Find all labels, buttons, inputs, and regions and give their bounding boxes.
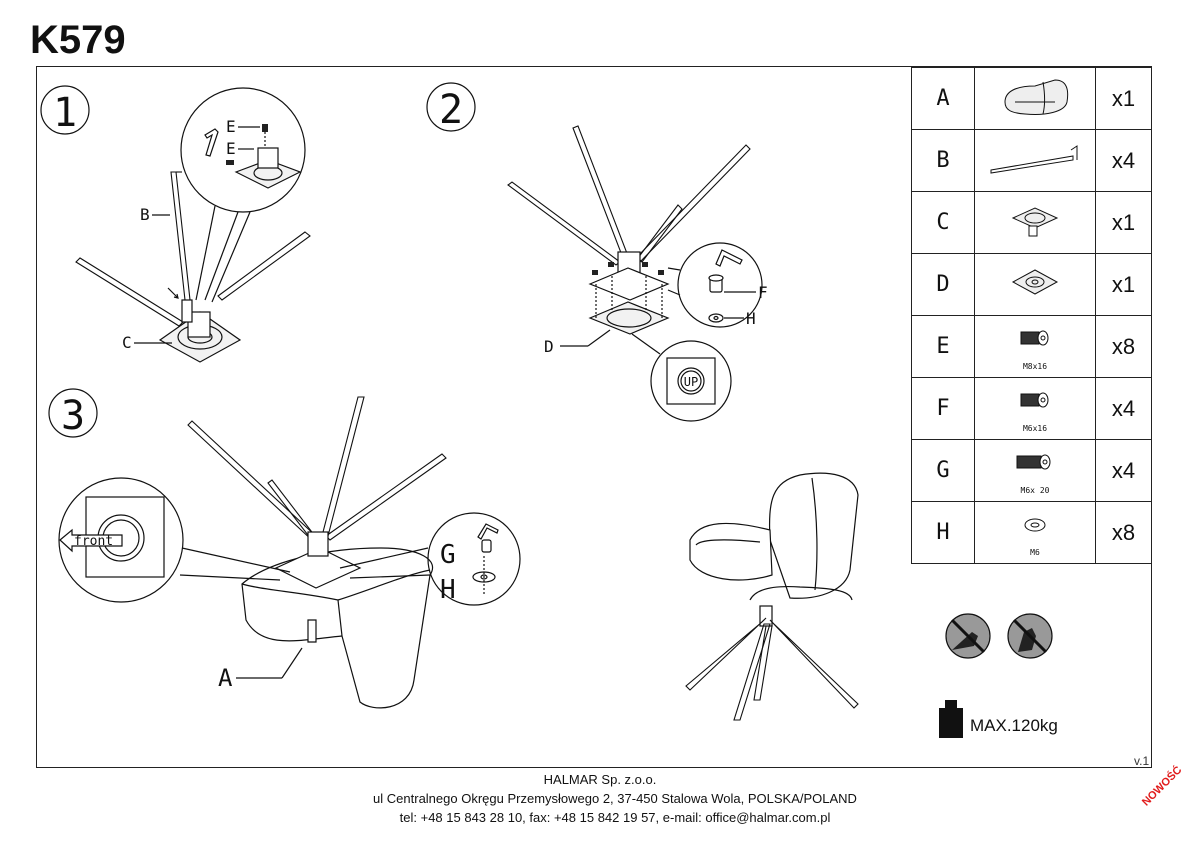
part-picture: [975, 440, 1096, 502]
part-letter: D: [912, 254, 975, 316]
page-title: K579: [30, 18, 126, 62]
leg-icon: [987, 138, 1083, 178]
part-letter: A: [912, 68, 975, 130]
table-row: [912, 502, 1152, 564]
step-3-label-g: G: [440, 540, 456, 570]
part-picture: [975, 502, 1096, 564]
step-2-legs: [508, 126, 750, 265]
part-picture: [975, 254, 1096, 316]
part-quantity: x1: [1096, 68, 1152, 130]
table-row: [912, 130, 1152, 192]
part-letter: G: [912, 440, 975, 502]
table-row: [912, 192, 1152, 254]
step-2-plate: [590, 252, 668, 334]
part-quantity: x4: [1096, 378, 1152, 440]
step-1-legs: [76, 172, 310, 326]
table-row: [912, 378, 1152, 440]
part-quantity: x8: [1096, 502, 1152, 564]
table-row: [912, 68, 1152, 130]
footer: [0, 770, 1200, 827]
seat-icon: [995, 72, 1075, 120]
part-quantity: x8: [1096, 316, 1152, 378]
part-quantity: x1: [1096, 254, 1152, 316]
step-3-number: 3: [60, 393, 86, 439]
parts-table: [911, 67, 1152, 564]
footer-address: ul Centralnego Okręgu Przemysłowego 2, 37-450 Stalowa Wola, POLSKA/POLAND: [373, 791, 857, 806]
part-letter: C: [912, 192, 975, 254]
weight-icon: [939, 700, 963, 738]
step-2-label-d: D: [544, 337, 554, 356]
footer-contact: tel: +48 15 843 28 10, fax: +48 15 842 19 57, e-mail: office@halmar.com.pl: [399, 810, 831, 825]
step-1-label-c: C: [122, 333, 132, 352]
step-1-plate: [160, 288, 240, 362]
step-3: [49, 389, 520, 708]
step-1-detail-circle: [181, 88, 305, 212]
footer-company: HALMAR Sp. z.o.o.: [543, 772, 657, 787]
part-size-label: M6x 20: [1020, 486, 1050, 495]
part-quantity: x4: [1096, 130, 1152, 192]
table-row: [912, 254, 1152, 316]
part-letter: E: [912, 316, 975, 378]
max-load-label: MAX.120kg: [970, 716, 1058, 735]
step-1-label-b: B: [140, 205, 150, 224]
new-badge: NOWOŚĆ: [1140, 764, 1185, 809]
step-1-number: 1: [52, 90, 78, 136]
part-letter: B: [912, 130, 975, 192]
part-size-label: M6x16: [1022, 424, 1048, 433]
bolt-icon: [1015, 324, 1055, 354]
step-3-label-a: A: [218, 664, 233, 692]
part-letter: F: [912, 378, 975, 440]
part-picture: [975, 316, 1096, 378]
step-2-number: 2: [438, 87, 464, 133]
step-2-label-f: F: [758, 283, 768, 302]
step-2-label-h: H: [746, 309, 756, 328]
step-3-label-h: H: [440, 575, 456, 605]
part-picture: [975, 192, 1096, 254]
step-3-legs: [188, 397, 446, 543]
washer-icon: [1020, 513, 1050, 537]
part-quantity: x4: [1096, 440, 1152, 502]
no-standing-warning-icon: [946, 614, 990, 658]
table-row: [912, 316, 1152, 378]
up-marking: UP: [683, 375, 699, 389]
step-1: [41, 86, 310, 362]
step-1-label-e: E: [226, 117, 236, 136]
swivel-plate-icon: [1005, 200, 1065, 240]
part-letter: H: [912, 502, 975, 564]
table-row: [912, 440, 1152, 502]
mounting-plate-icon: [1005, 262, 1065, 302]
step-1-label-e2: E: [226, 139, 236, 158]
front-marking: front: [74, 534, 114, 549]
assembled-chair: [686, 473, 858, 720]
part-quantity: x1: [1096, 192, 1152, 254]
bolt-icon: [1015, 386, 1055, 416]
version-label: v.1: [1134, 754, 1150, 768]
bolt-icon: [1013, 448, 1057, 478]
part-size-label: M6: [1030, 548, 1040, 557]
part-size-label: M8x16: [1022, 362, 1048, 371]
part-picture: [975, 130, 1096, 192]
step-2: [427, 83, 768, 421]
part-picture: [975, 378, 1096, 440]
part-picture: [975, 68, 1096, 130]
no-climbing-warning-icon: [1008, 614, 1052, 658]
